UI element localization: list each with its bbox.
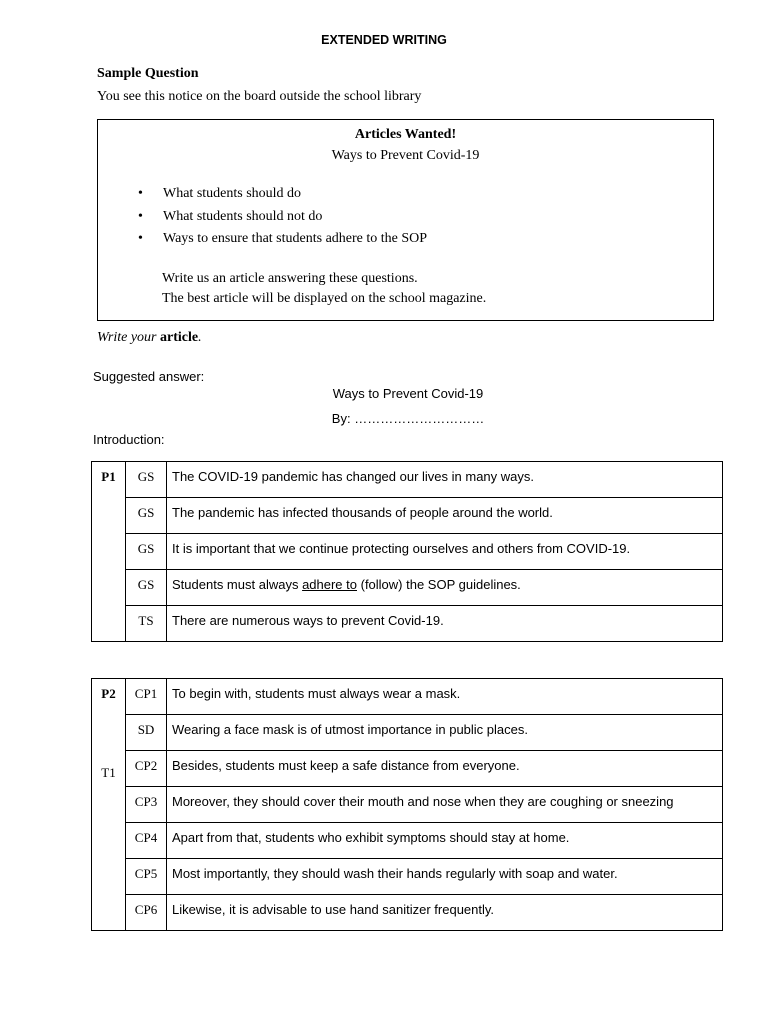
- sentence-code: GS: [126, 570, 167, 606]
- sentence-code: CP6: [126, 895, 167, 931]
- sentence-code: TS: [126, 606, 167, 642]
- table-row: [92, 534, 723, 570]
- table-row: [92, 606, 723, 642]
- table-row: [92, 823, 723, 859]
- table-row: [92, 498, 723, 534]
- notice-bullet: • What students should do: [138, 184, 427, 207]
- article-byline: By: …………………………: [331, 411, 485, 426]
- sentence-code: GS: [126, 462, 167, 498]
- sentence-text: It is important that we continue protecting ourselves and others from COVID-19.: [167, 534, 723, 570]
- instruction-keyword: article: [160, 330, 199, 345]
- notice-intro: You see this notice on the board outside the school library: [97, 89, 422, 104]
- writing-instruction: [97, 330, 202, 346]
- notice-bullet: • Ways to ensure that students adhere to the SOP: [138, 229, 427, 252]
- sentence-text: Apart from that, students who exhibit symptoms should stay at home.: [167, 823, 723, 859]
- sentence-code: GS: [126, 498, 167, 534]
- sentence-code: CP1: [126, 679, 167, 715]
- suggested-answer-label: Suggested answer:: [93, 369, 205, 384]
- table-row: [92, 462, 723, 498]
- sentence-code: GS: [126, 534, 167, 570]
- notice-title: Articles Wanted!: [354, 127, 457, 142]
- sentence-text: Besides, students must keep a safe distance from everyone.: [167, 751, 723, 787]
- article-title: Ways to Prevent Covid-19: [332, 386, 484, 401]
- table-row: [92, 751, 723, 787]
- introduction-label: Introduction:: [93, 432, 165, 447]
- paragraph-2-table: [91, 678, 723, 931]
- sample-question-heading: Sample Question: [97, 66, 199, 81]
- table-row: [92, 570, 723, 606]
- sentence-code: CP5: [126, 859, 167, 895]
- paragraph-1-table: [91, 461, 723, 642]
- notice-bullet: • What students should not do: [138, 207, 427, 230]
- table-row: [92, 787, 723, 823]
- notice-cta-line-2: The best article will be displayed on the school magazine.: [162, 291, 487, 306]
- table-row: [92, 679, 723, 715]
- sentence-text: The COVID-19 pandemic has changed our lives in many ways.: [167, 462, 723, 498]
- sentence-text: Moreover, they should cover their mouth and nose when they are coughing or sneezing: [167, 787, 723, 823]
- notice-bullet-list: [138, 184, 427, 252]
- sentence-text: There are numerous ways to prevent Covid-19.: [167, 606, 723, 642]
- paragraph-label: P2 T1: [92, 679, 126, 931]
- table-row: [92, 715, 723, 751]
- instruction-suffix: .: [198, 330, 202, 345]
- notice-subtitle: Ways to Prevent Covid-19: [331, 148, 480, 163]
- instruction-prefix: Write your: [97, 330, 157, 345]
- sentence-text: Students must always adhere to (follow) the SOP guidelines.: [167, 570, 723, 606]
- table-row: [92, 895, 723, 931]
- sentence-code: CP3: [126, 787, 167, 823]
- sentence-code: CP4: [126, 823, 167, 859]
- sentence-text: Wearing a face mask is of utmost importance in public places.: [167, 715, 723, 751]
- topic-label: T1: [101, 765, 116, 780]
- sentence-text: Most importantly, they should wash their hands regularly with soap and water.: [167, 859, 723, 895]
- paragraph-label: P1: [92, 462, 126, 642]
- sentence-text: The pandemic has infected thousands of people around the world.: [167, 498, 723, 534]
- table-row: [92, 859, 723, 895]
- notice-cta-line-1: Write us an article answering these questions.: [162, 271, 418, 286]
- underlined-phrase: adhere to: [302, 577, 357, 592]
- sentence-text: Likewise, it is advisable to use hand sanitizer frequently.: [167, 895, 723, 931]
- sentence-text: To begin with, students must always wear a mask.: [167, 679, 723, 715]
- sentence-code: CP2: [126, 751, 167, 787]
- sentence-code: SD: [126, 715, 167, 751]
- page-title: EXTENDED WRITING: [321, 33, 447, 47]
